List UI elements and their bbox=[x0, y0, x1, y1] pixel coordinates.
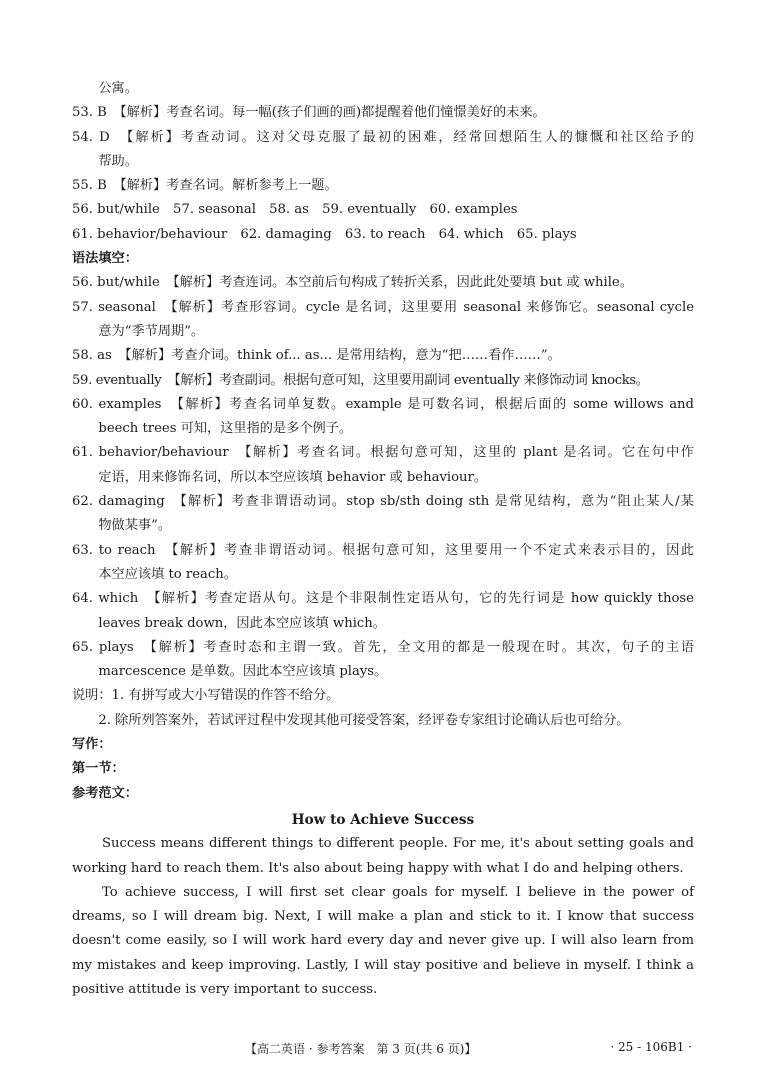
answer-line: 本空应该填 to reach。 bbox=[72, 566, 237, 582]
answer-56: 56. but/while 【解析】考查连词。本空前后句构成了转折关系，因此此处要填 but 或 while。 bbox=[72, 275, 633, 291]
answer-line: 意为“季节周期”。 bbox=[72, 323, 205, 339]
answer-line: 公寓。 bbox=[72, 81, 138, 96]
answer-line: beech trees 可知，这里指的是多个例子。 bbox=[72, 421, 353, 437]
answer-line: marcescence 是单数。因此本空应该填 plays。 bbox=[72, 664, 388, 680]
answer-55: 55. B 【解析】考查名词。解析参考上一题。 bbox=[72, 178, 338, 194]
answer-63: 63. to reach 【解析】考查非谓语动词。根据句意可知，这里要用一个不定式来表示目的，因此 bbox=[72, 542, 694, 558]
answer-64: 64. which 【解析】考查定语从句。这是个非限制性定语从句，它的先行词是 how quickly those bbox=[72, 591, 694, 607]
answer-57: 57. seasonal 【解析】考查形容词。cycle 是名词，这里要用 seasonal 来修饰它。seasonal cycle bbox=[72, 299, 694, 315]
section-heading-writing: 写作： bbox=[72, 737, 112, 753]
answer-58: 58. as 【解析】考查介词。think of... as... 是常用结构，意为“把……看作……”。 bbox=[72, 348, 561, 364]
answer-59: 59. eventually 【解析】考查副词。根据句意可知，这里要用副词 eventually 来修饰动词 knocks。 bbox=[72, 372, 649, 388]
footer-page-info: 【高二英语 · 参考答案 第 3 页(共 6 页)】 bbox=[245, 1042, 477, 1056]
section-heading-part-one: 第一节： bbox=[72, 761, 125, 777]
section-heading-grammar: 语法填空： bbox=[72, 251, 138, 267]
answer-line: 物做某事”。 bbox=[72, 518, 172, 534]
answer-list-61-65: 61. behavior/behaviour 62. damaging 63. to reach 64. which 65. plays bbox=[72, 226, 577, 242]
note-1: 说明：1. 有拼写或大小写错误的作答不给分。 bbox=[72, 688, 340, 704]
answer-content bbox=[72, 77, 694, 1002]
essay-title: How to Achieve Success bbox=[291, 811, 475, 828]
answer-line: 定语，用来修饰名词，所以本空应该填 behavior 或 behaviour。 bbox=[72, 469, 488, 485]
page-footer bbox=[0, 1040, 764, 1060]
answer-60: 60. examples 【解析】考查名词单复数。example 是可数名词，根据后面的 some willows and bbox=[72, 396, 694, 412]
answer-62: 62. damaging 【解析】考查非谓语动词。stop sb/sth doing sth 是常见结构，意为“阻止某人/某 bbox=[72, 494, 694, 510]
answer-line: leaves break down，因此本空应该填 which。 bbox=[72, 615, 386, 631]
answer-line: 帮助。 bbox=[72, 153, 138, 169]
essay-paragraph: Success means different things to different people. For me, it's about setting goals and working hard to reach them. It's also about being happy with what I do and helping others. bbox=[72, 836, 694, 876]
answer-53: 53. B 【解析】考查名词。每一幅(孩子们画的画)都提醒着他们憧憬美好的未来。 bbox=[72, 105, 546, 121]
answer-61: 61. behavior/behaviour 【解析】考查名词。根据句意可知，这里的 plant 是名词。它在句中作 bbox=[72, 445, 694, 461]
answer-54: 54. D 【解析】考查动词。这对父母克服了最初的困难，经常回想陌生人的慷慨和社区给予的 bbox=[72, 129, 694, 145]
answer-65: 65. plays 【解析】考查时态和主谓一致。首先，全文用的都是一般现在时。其次，句子的主语 bbox=[72, 639, 694, 655]
footer-code: · 25 - 106B1 · bbox=[610, 1040, 692, 1054]
answer-list-56-60: 56. but/while 57. seasonal 58. as 59. eventually 60. examples bbox=[72, 202, 518, 218]
section-heading-sample: 参考范文： bbox=[72, 785, 138, 801]
essay-paragraph: To achieve success, I will first set clear goals for myself. I believe in the power of dreams, so I will dream big. Next, I will make a plan and stick to it. I know that success doesn't come easily, so I will work hard every day and never give up. I will also learn from my mistakes and keep improving. Lastly, I will stay positive and believe in myself. I think a positive attitude is very important to success. bbox=[72, 884, 694, 997]
note-2: 2. 除所列答案外，若试评过程中发现其他可接受答案，经评卷专家组讨论确认后也可给分。 bbox=[72, 712, 630, 728]
